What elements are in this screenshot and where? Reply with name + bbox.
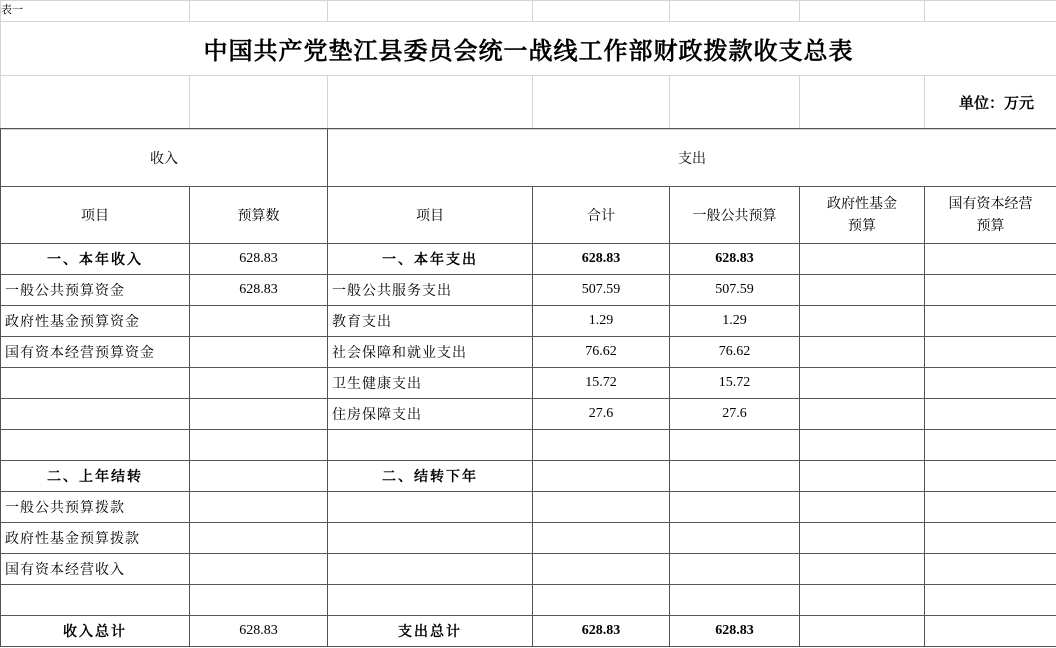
- income-item-cell[interactable]: 一般公共预算资金: [1, 275, 190, 306]
- expense-total-cell[interactable]: [533, 461, 670, 492]
- table-row: [1, 306, 1056, 337]
- table-row: [1, 616, 1056, 647]
- income-item-cell[interactable]: 二、上年结转: [1, 461, 190, 492]
- header-line: 政府性基金: [827, 196, 897, 212]
- general-budget-header[interactable]: 一般公共预算: [670, 187, 800, 244]
- expense-general-budget-cell[interactable]: 628.83: [670, 244, 800, 275]
- income-item-cell[interactable]: [1, 368, 190, 399]
- expense-item-cell[interactable]: [328, 492, 533, 523]
- expense-state-capital-cell[interactable]: [925, 306, 1056, 337]
- expense-gov-fund-cell[interactable]: [800, 616, 925, 647]
- income-amount-cell[interactable]: [190, 585, 328, 616]
- expense-state-capital-cell[interactable]: [925, 616, 1056, 647]
- expense-state-capital-cell[interactable]: [925, 337, 1056, 368]
- expense-gov-fund-cell[interactable]: [800, 461, 925, 492]
- total-header[interactable]: 合计: [533, 187, 670, 244]
- expense-total-cell[interactable]: [533, 554, 670, 585]
- table-row: [1, 368, 1056, 399]
- expense-state-capital-cell[interactable]: [925, 585, 1056, 616]
- income-item-cell[interactable]: 一、本年收入: [1, 244, 190, 275]
- expense-total-cell[interactable]: 27.6: [533, 399, 670, 430]
- income-item-cell[interactable]: 收入总计: [1, 616, 190, 647]
- income-item-cell[interactable]: 一般公共预算拨款: [1, 492, 190, 523]
- expense-state-capital-cell[interactable]: [925, 368, 1056, 399]
- sheet-header-grid: [0, 0, 1056, 130]
- expense-item-cell[interactable]: 一般公共服务支出: [328, 275, 533, 306]
- income-amount-cell[interactable]: 628.83: [190, 616, 328, 647]
- expense-total-cell[interactable]: 507.59: [533, 275, 670, 306]
- table-row: [1, 337, 1056, 368]
- table-row: [1, 554, 1056, 585]
- table-tag[interactable]: 表一: [1, 1, 190, 22]
- expense-total-cell[interactable]: 76.62: [533, 337, 670, 368]
- income-item-cell[interactable]: 国有资本经营收入: [1, 554, 190, 585]
- cell[interactable]: [800, 1, 925, 22]
- expense-gov-fund-cell[interactable]: [800, 523, 925, 554]
- expense-item-cell[interactable]: 支出总计: [328, 616, 533, 647]
- expense-total-cell[interactable]: [533, 523, 670, 554]
- expense-item-cell[interactable]: 住房保障支出: [328, 399, 533, 430]
- expense-general-budget-cell[interactable]: [670, 461, 800, 492]
- expense-state-capital-cell[interactable]: [925, 492, 1056, 523]
- income-item-cell[interactable]: 国有资本经营预算资金: [1, 337, 190, 368]
- cell[interactable]: [670, 1, 800, 22]
- cell[interactable]: [800, 76, 925, 130]
- cell[interactable]: [328, 76, 533, 130]
- expense-general-budget-cell[interactable]: [670, 585, 800, 616]
- expense-total-cell[interactable]: [533, 430, 670, 461]
- table-row: [1, 399, 1056, 430]
- income-amount-cell[interactable]: [190, 461, 328, 492]
- income-item-cell[interactable]: [1, 399, 190, 430]
- expense-state-capital-cell[interactable]: [925, 275, 1056, 306]
- expense-general-budget-cell[interactable]: [670, 492, 800, 523]
- income-section-header[interactable]: 收入: [1, 129, 328, 187]
- income-amount-cell[interactable]: [190, 430, 328, 461]
- expense-gov-fund-cell[interactable]: [800, 585, 925, 616]
- expense-item-header[interactable]: 项目: [328, 187, 533, 244]
- income-amount-cell[interactable]: [190, 337, 328, 368]
- expense-total-cell[interactable]: 628.83: [533, 616, 670, 647]
- expense-item-cell[interactable]: 二、结转下年: [328, 461, 533, 492]
- cell[interactable]: [328, 1, 533, 22]
- gov-fund-budget-header[interactable]: [800, 187, 925, 244]
- expense-item-cell[interactable]: [328, 523, 533, 554]
- income-item-cell[interactable]: [1, 430, 190, 461]
- income-amount-cell[interactable]: [190, 368, 328, 399]
- cell[interactable]: [533, 1, 670, 22]
- expense-general-budget-cell[interactable]: 15.72: [670, 368, 800, 399]
- expense-state-capital-cell[interactable]: [925, 523, 1056, 554]
- expense-item-cell[interactable]: [328, 585, 533, 616]
- expense-gov-fund-cell[interactable]: [800, 368, 925, 399]
- table-row: [1, 244, 1056, 275]
- expense-gov-fund-cell[interactable]: [800, 306, 925, 337]
- expense-general-budget-cell[interactable]: 1.29: [670, 306, 800, 337]
- income-amount-cell[interactable]: [190, 554, 328, 585]
- budget-summary-table: [0, 128, 1056, 647]
- income-item-cell[interactable]: 政府性基金预算拨款: [1, 523, 190, 554]
- expense-item-cell[interactable]: 卫生健康支出: [328, 368, 533, 399]
- header-line: 预算: [976, 218, 1005, 234]
- expense-total-cell[interactable]: 15.72: [533, 368, 670, 399]
- expense-item-cell[interactable]: 教育支出: [328, 306, 533, 337]
- expense-total-cell[interactable]: [533, 585, 670, 616]
- income-item-cell[interactable]: [1, 585, 190, 616]
- income-amount-cell[interactable]: [190, 523, 328, 554]
- expense-gov-fund-cell[interactable]: [800, 275, 925, 306]
- header-line: 预算: [848, 218, 876, 234]
- expense-state-capital-cell[interactable]: [925, 244, 1056, 275]
- budget-amount-header[interactable]: 预算数: [190, 187, 328, 244]
- expense-total-cell[interactable]: 628.83: [533, 244, 670, 275]
- cell[interactable]: [670, 76, 800, 130]
- table-row: [1, 430, 1056, 461]
- expense-general-budget-cell[interactable]: [670, 523, 800, 554]
- state-capital-budget-header[interactable]: [925, 187, 1056, 244]
- expense-section-header[interactable]: 支出: [328, 129, 1056, 187]
- expense-gov-fund-cell[interactable]: [800, 337, 925, 368]
- cell[interactable]: [1, 76, 190, 130]
- income-amount-cell[interactable]: [190, 492, 328, 523]
- table-row: [1, 523, 1056, 554]
- expense-general-budget-cell[interactable]: 628.83: [670, 616, 800, 647]
- expense-general-budget-cell[interactable]: [670, 430, 800, 461]
- table-row: [1, 275, 1056, 306]
- table-row: [1, 492, 1056, 523]
- header-line: 国有资本经营: [948, 196, 1033, 212]
- expense-state-capital-cell[interactable]: [925, 430, 1056, 461]
- expense-item-cell[interactable]: 社会保障和就业支出: [328, 337, 533, 368]
- expense-state-capital-cell[interactable]: [925, 399, 1056, 430]
- income-amount-cell[interactable]: 628.83: [190, 244, 328, 275]
- cell[interactable]: [190, 76, 328, 130]
- expense-gov-fund-cell[interactable]: [800, 244, 925, 275]
- table-row: [1, 461, 1056, 492]
- expense-general-budget-cell[interactable]: [670, 554, 800, 585]
- expense-item-cell[interactable]: [328, 430, 533, 461]
- expense-total-cell[interactable]: [533, 492, 670, 523]
- expense-gov-fund-cell[interactable]: [800, 492, 925, 523]
- table-body: [1, 244, 1056, 647]
- expense-general-budget-cell[interactable]: 507.59: [670, 275, 800, 306]
- sheet-title[interactable]: 中国共产党垫江县委员会统一战线工作部财政拨款收支总表: [1, 22, 1056, 76]
- cell[interactable]: [190, 1, 328, 22]
- table-row: [1, 585, 1056, 616]
- unit-label[interactable]: 单位：万元: [925, 76, 1056, 130]
- expense-gov-fund-cell[interactable]: [800, 554, 925, 585]
- income-amount-cell[interactable]: [190, 306, 328, 337]
- cell[interactable]: [925, 1, 1056, 22]
- expense-general-budget-cell[interactable]: 27.6: [670, 399, 800, 430]
- expense-item-cell[interactable]: [328, 554, 533, 585]
- income-item-header[interactable]: 项目: [1, 187, 190, 244]
- income-amount-cell[interactable]: 628.83: [190, 275, 328, 306]
- expense-gov-fund-cell[interactable]: [800, 399, 925, 430]
- income-amount-cell[interactable]: [190, 399, 328, 430]
- expense-item-cell[interactable]: 一、本年支出: [328, 244, 533, 275]
- expense-state-capital-cell[interactable]: [925, 554, 1056, 585]
- cell[interactable]: [533, 76, 670, 130]
- expense-total-cell[interactable]: 1.29: [533, 306, 670, 337]
- expense-general-budget-cell[interactable]: 76.62: [670, 337, 800, 368]
- income-item-cell[interactable]: 政府性基金预算资金: [1, 306, 190, 337]
- expense-state-capital-cell[interactable]: [925, 461, 1056, 492]
- expense-gov-fund-cell[interactable]: [800, 430, 925, 461]
